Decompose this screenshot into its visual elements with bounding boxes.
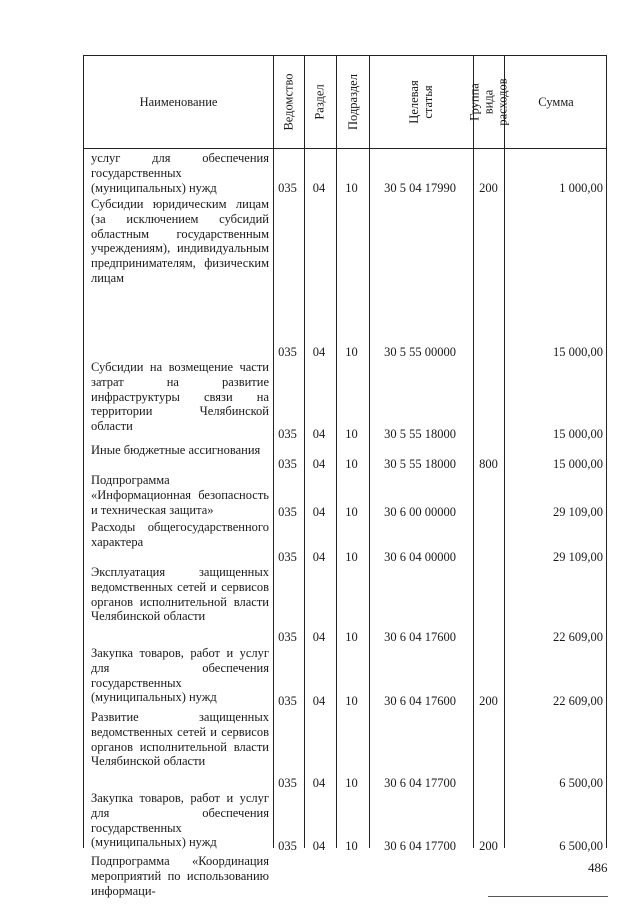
row-sum: 6 500,00	[559, 839, 603, 854]
header-name-label: Наименование	[139, 94, 218, 109]
row-name: Иные бюджетные ассигнования	[91, 443, 261, 457]
row-podrazd: 10	[345, 630, 358, 645]
row-cel: 30 6 04 00000	[384, 550, 456, 565]
header-sum	[504, 56, 608, 148]
row-grp: 200	[479, 839, 498, 854]
row-sum: 15 000,00	[553, 345, 603, 360]
row-sum: 29 109,00	[553, 550, 603, 565]
table-row	[84, 646, 606, 709]
row-ved: 035	[278, 776, 297, 791]
row-ved: 035	[278, 181, 297, 196]
row-podrazd: 10	[345, 181, 358, 196]
row-sum: 15 000,00	[553, 457, 603, 472]
table-row	[84, 360, 606, 442]
row-name: Расходы общегосударственного характера	[91, 520, 269, 549]
row-ved: 035	[278, 694, 297, 709]
header-divider	[84, 148, 606, 149]
row-podrazd: 10	[345, 550, 358, 565]
row-name: Субсидии на возмещение части затрат на развитие инфраструктуры связи на территории Челябинской области	[91, 360, 269, 434]
row-grp: 200	[479, 694, 498, 709]
header-ved-label: Ведомство	[281, 73, 296, 131]
row-podrazd: 10	[345, 457, 358, 472]
row-name: Подпрограмма «Информационная безопасность и техническая защита»	[91, 473, 269, 517]
row-sum: 22 609,00	[553, 694, 603, 709]
table-row	[84, 520, 606, 565]
footer-line	[488, 896, 608, 897]
row-cel: 30 5 04 17990	[384, 181, 456, 196]
row-name: Закупка товаров, работ и услуг для обеспечения государственных (муниципальных) нужд	[91, 646, 269, 705]
row-razd: 04	[312, 776, 326, 791]
row-ved: 035	[278, 505, 297, 520]
header-razd-label: Раздел	[313, 84, 328, 120]
row-razd: 04	[312, 694, 326, 709]
row-podrazd: 10	[345, 776, 358, 791]
row-razd: 04	[312, 457, 326, 472]
header-grp-label: Группа вида расходов	[467, 78, 510, 126]
row-razd: 04	[312, 550, 326, 565]
row-name: Закупка товаров, работ и услуг для обеспечения государственных (муниципальных) нужд	[91, 791, 269, 850]
row-razd: 04	[312, 630, 326, 645]
row-cel: 30 6 04 17600	[384, 694, 456, 709]
row-razd: 04	[312, 345, 326, 360]
row-sum: 29 109,00	[553, 505, 603, 520]
header-cel-label: Целевая статья	[407, 80, 435, 124]
header-razd	[304, 56, 336, 148]
row-cel: 30 6 04 17600	[384, 630, 456, 645]
row-name: Подпрограмма «Координация мероприятий по использованию информаци-	[91, 854, 269, 898]
row-sum: 15 000,00	[553, 427, 603, 442]
table-row	[84, 854, 606, 899]
row-cel: 30 6 00 00000	[384, 505, 456, 520]
row-podrazd: 10	[345, 427, 358, 442]
row-podrazd: 10	[345, 839, 358, 854]
table-row	[84, 151, 606, 196]
header-podrazd	[336, 56, 369, 148]
header-name	[84, 56, 273, 148]
row-ved: 035	[278, 345, 297, 360]
header-ved	[273, 56, 304, 148]
row-name: услуг для обеспечения государственных (муниципальных) нужд	[91, 151, 269, 195]
row-cel: 30 6 04 17700	[384, 776, 456, 791]
row-grp: 200	[479, 181, 498, 196]
row-ved: 035	[278, 427, 297, 442]
row-grp: 800	[479, 457, 498, 472]
header-cel	[369, 56, 473, 148]
row-cel: 30 5 55 00000	[384, 345, 456, 360]
row-podrazd: 10	[345, 694, 358, 709]
table-row	[84, 565, 606, 645]
table-row	[84, 710, 606, 791]
header-podrazd-label: Подраздел	[345, 74, 360, 130]
row-ved: 035	[278, 550, 297, 565]
row-cel: 30 6 04 17700	[384, 839, 456, 854]
table-row	[84, 197, 606, 360]
row-ved: 035	[278, 839, 297, 854]
row-razd: 04	[312, 181, 326, 196]
row-razd: 04	[312, 505, 326, 520]
row-sum: 22 609,00	[553, 630, 603, 645]
page-number: 486	[588, 860, 608, 875]
table-row	[84, 791, 606, 854]
row-cel: 30 5 55 18000	[384, 427, 456, 442]
row-razd: 04	[312, 839, 326, 854]
row-podrazd: 10	[345, 345, 358, 360]
row-ved: 035	[278, 630, 297, 645]
row-sum: 6 500,00	[559, 776, 603, 791]
row-podrazd: 10	[345, 505, 358, 520]
table-row	[84, 473, 606, 520]
header-grp	[467, 56, 510, 148]
row-name: Субсидии юридическим лицам (за исключением субсидий областным государственным учреждениям), индивидуальным предпринимателям, физическим лицам	[91, 197, 269, 285]
row-name: Развитие защищенных ведомственных сетей и сервисов органов исполнительной власти Челябинской области	[91, 710, 269, 769]
table-row	[84, 443, 606, 472]
row-cel: 30 5 55 18000	[384, 457, 456, 472]
row-ved: 035	[278, 457, 297, 472]
row-razd: 04	[312, 427, 326, 442]
header-sum-label: Сумма	[538, 94, 574, 109]
row-name: Эксплуатация защищенных ведомственных сетей и сервисов органов исполнительной власти Челябинской области	[91, 565, 269, 624]
row-sum: 1 000,00	[559, 181, 603, 196]
